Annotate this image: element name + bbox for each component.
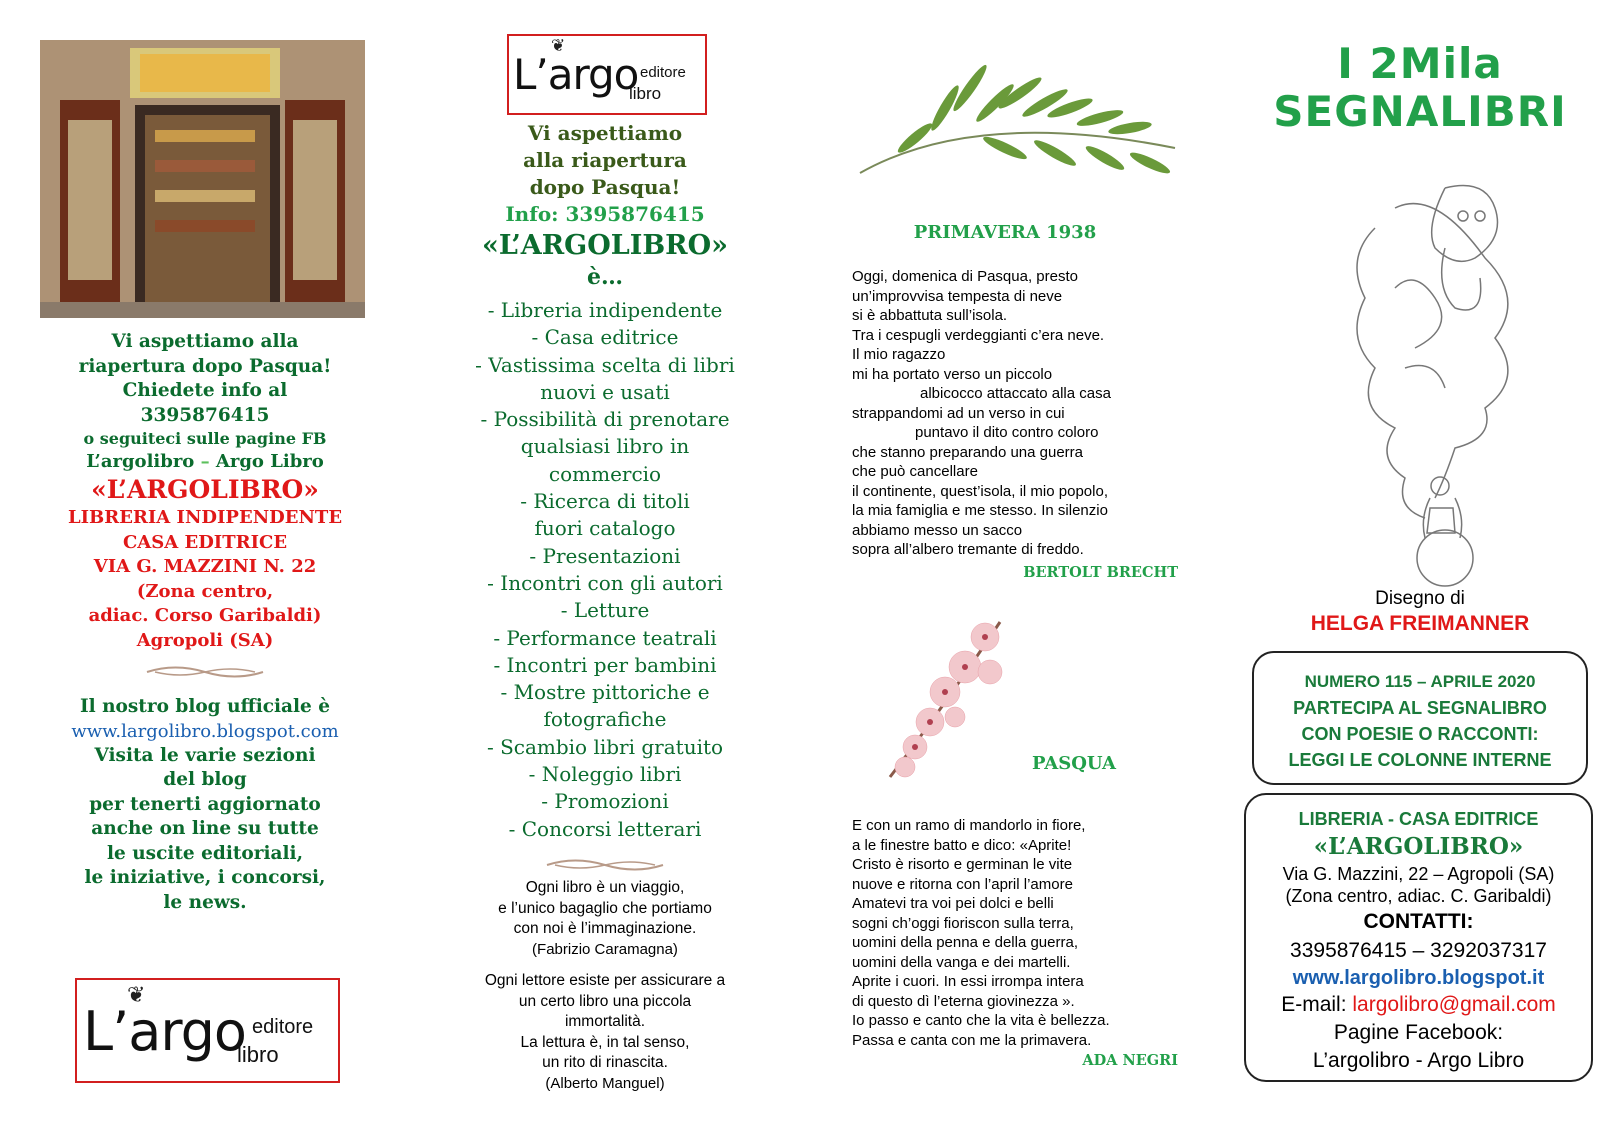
poem-line: abbiamo messo un sacco	[852, 521, 1023, 539]
poem-line: mi ha portato verso un piccolo	[852, 365, 1053, 383]
list-item: - Mostre pittoriche e	[500, 680, 710, 705]
publisher-logo-bottom	[75, 978, 340, 1083]
col1-green-line: riapertura dopo Pasqua!	[78, 355, 332, 377]
bookshop-photo	[40, 40, 365, 318]
fb-label: Pagine Facebook:	[1333, 1021, 1504, 1044]
quote-manguel	[430, 971, 780, 1094]
issue-line: PARTECIPA AL SEGNALIBRO	[1293, 698, 1547, 718]
list-item: - Incontri con gli autori	[487, 570, 723, 595]
logo-flourish-icon: ❦	[551, 36, 566, 55]
blog-url[interactable]: www.largolibro.blogspot.com	[71, 720, 339, 742]
list-item: - Noleggio libri	[528, 762, 682, 787]
poem1-author: BERTOLT BRECHT	[1023, 564, 1178, 581]
email-link[interactable]: largolibro@gmail.com	[1352, 993, 1556, 1016]
list-item: - Casa editrice	[531, 325, 679, 350]
services-list	[430, 297, 780, 843]
poem2-author: ADA NEGRI	[1082, 1052, 1178, 1069]
quote-line: Ogni libro è un viaggio,	[525, 879, 685, 896]
poem-line: sogni ch’oggi fioriscon sulla terra,	[852, 914, 1074, 932]
poem-line: Amatevi tra voi pei dolci e belli	[852, 895, 1054, 912]
contacts-label: CONTATTI:	[1363, 910, 1474, 933]
col2-is: è…	[587, 264, 623, 290]
poem-line: puntavo il dito contro coloro	[915, 424, 1099, 441]
poem-line: Oggi, domenica di Pasqua, presto	[852, 268, 1078, 285]
list-item: - Performance teatrali	[493, 625, 717, 650]
poem-line: strappandomi ad un verso in cui	[852, 404, 1065, 422]
main-title	[1255, 40, 1585, 136]
quote-line: con noi è l’immaginazione.	[513, 920, 697, 937]
poem-line: la mia famiglia e me stesso. In silenzio	[852, 502, 1108, 519]
list-item: - Concorsi letterari	[508, 816, 702, 841]
col1-title: «L’ARGOLIBRO»	[91, 475, 319, 504]
ornament-divider	[545, 858, 665, 877]
logo-flourish-icon: ❦	[127, 982, 146, 1007]
blog-line: del blog	[163, 769, 247, 790]
poem-line: che può cancellare	[852, 463, 978, 480]
quote-author: (Fabrizio Caramagna)	[532, 940, 678, 958]
genie-drawing	[1335, 168, 1535, 593]
poem-line: Passa e canta con me la primavera.	[852, 1031, 1092, 1049]
quote-line: La lettura è, in tal senso,	[520, 1033, 690, 1051]
col2-head-line: dopo Pasqua!	[529, 175, 681, 199]
blog-line: per tenerti aggiornato	[89, 793, 321, 815]
blog-line: le uscite editoriali,	[106, 842, 304, 864]
col1-green-line: o seguiteci sulle pagine FB	[83, 429, 327, 448]
col1-green-line: Chiedete info al	[122, 380, 288, 401]
website-link[interactable]: www.largolibro.blogspot.it	[1292, 967, 1545, 989]
contacts-head: LIBRERIA - CASA EDITRICE	[1298, 809, 1539, 829]
publisher-logo-top	[507, 34, 707, 115]
col2-info: Info: 3395876415	[505, 202, 705, 226]
poem-line: uomini della vanga e dei martelli.	[852, 953, 1071, 971]
col2-head-line: Vi aspettiamo	[527, 121, 683, 145]
list-item: - Presentazioni	[529, 543, 681, 568]
poem-line: di questo dì l’eterna giovinezza ».	[852, 992, 1075, 1010]
blog-intro: Il nostro blog ufficiale è	[79, 696, 331, 717]
list-item: commercio	[548, 461, 662, 486]
blog-line: Visita le varie sezioni	[94, 744, 316, 766]
logo-sub1: editore	[640, 64, 686, 81]
poem-line: E con un ramo di mandorlo in fiore,	[852, 817, 1086, 834]
logo-sub2: libro	[629, 84, 662, 103]
list-item: - Vastissima scelta di libri	[475, 352, 735, 377]
phone-numbers: 3395876415 – 3292037317	[1290, 939, 1547, 962]
list-item: - Promozioni	[541, 789, 669, 814]
list-item: qualsiasi libro in	[520, 434, 690, 459]
email-row	[1246, 991, 1591, 1019]
poem-line: a le finestre batto e dico: «Aprite!	[852, 836, 1072, 854]
col1-green-line: 3395876415	[140, 404, 270, 426]
poem-line: uomini della penna e della guerra,	[852, 934, 1078, 951]
list-item: nuovi e usati	[540, 379, 670, 404]
title-line-2: SEGNALIBRI	[1273, 87, 1567, 136]
artist-name: HELGA FREIMANNER	[1310, 612, 1530, 635]
quote-line: un rito di rinascita.	[542, 1054, 668, 1071]
col1-red-line: LIBRERIA INDIPENDENTE	[67, 507, 343, 528]
ornament-divider	[30, 653, 380, 695]
logo-sub1: editore	[252, 1016, 314, 1038]
fb-pages: L’argolibro - Argo Libro	[1312, 1049, 1525, 1072]
quote-line: Ogni lettore esiste per assicurare a	[484, 972, 726, 989]
list-item: - Ricerca di titoli	[520, 489, 690, 514]
poem-line: un’improvvisa tempesta di neve	[852, 287, 1063, 305]
col2-title: «L’ARGOLIBRO»	[481, 230, 729, 261]
col1-green-line: Vi aspettiamo alla	[111, 331, 299, 352]
col1-red-line: CASA EDITRICE	[122, 531, 288, 553]
email-label: E-mail:	[1281, 993, 1347, 1016]
col2-head-line: alla riapertura	[523, 148, 687, 172]
col1-text	[30, 330, 380, 915]
list-item: - Libreria indipendente	[487, 298, 723, 322]
col1-fb-pages	[30, 450, 380, 474]
poem-line: Il mio ragazzo	[852, 346, 946, 363]
blog-line: anche on line su tutte	[91, 818, 319, 839]
issue-line: LEGGI LE COLONNE INTERNE	[1288, 750, 1552, 770]
logo-word: L’argo	[83, 1000, 246, 1063]
contacts-title: «L’ARGOLIBRO»	[1313, 833, 1524, 860]
poem1-text	[852, 267, 1192, 560]
col1-red-line: VIA G. MAZZINI N. 22	[93, 556, 317, 577]
poem-line: Io passo e canto che la vita è bellezza.	[852, 1012, 1110, 1029]
list-item: - Letture	[560, 598, 650, 623]
poem-line: albicocco attaccato alla casa	[920, 385, 1111, 402]
fb-separator: –	[200, 451, 210, 472]
list-item: fotografiche	[543, 707, 667, 732]
quote-caramagna	[430, 878, 780, 960]
address-line-2: (Zona centro, adiac. C. Garibaldi)	[1285, 886, 1552, 906]
poem-line: il continente, quest’isola, il mio popolo,	[852, 482, 1108, 500]
poem2-title: PASQUA	[1032, 753, 1116, 774]
poem-line: Aprite i cuori. In essi irrompa intera	[852, 973, 1084, 990]
issue-line: NUMERO 115 – APRILE 2020	[1304, 672, 1536, 691]
quote-line: immortalità.	[564, 1013, 646, 1030]
contacts-box	[1244, 793, 1593, 1082]
poem2-text	[852, 816, 1192, 1050]
list-item: fuori catalogo	[534, 516, 676, 541]
almond-blossom-image	[880, 612, 1020, 787]
logo-word: L’argo	[513, 50, 639, 99]
quote-line: un certo libro una piccola	[518, 992, 692, 1010]
col1-red-line: Agropoli (SA)	[136, 629, 274, 651]
quote-line: e l’unico bagaglio che portiamo	[498, 899, 712, 917]
poem1-title: PRIMAVERA 1938	[913, 222, 1097, 243]
list-item: - Scambio libri gratuito	[486, 734, 724, 759]
blog-line: le news.	[163, 891, 247, 913]
drawing-by: Disegno di	[1375, 588, 1465, 609]
poem-line: sopra all’albero tremante di freddo.	[852, 541, 1084, 558]
logo-sub2: libro	[237, 1042, 279, 1067]
poem-line: che stanno preparando una guerra	[852, 443, 1084, 461]
issue-line: CON POESIE O RACCONTI:	[1301, 724, 1539, 744]
olive-branch-image	[855, 48, 1185, 183]
list-item: - Possibilità di prenotare	[480, 407, 730, 432]
col1-red-line: adiac. Corso Garibaldi)	[88, 605, 322, 626]
quote-author: (Alberto Manguel)	[545, 1074, 665, 1092]
poem-line: Cristo è risorto e germinan le vite	[852, 856, 1073, 873]
title-line-1: I 2Mila	[1337, 39, 1503, 88]
list-item: - Incontri per bambini	[493, 652, 717, 677]
blog-line: le iniziative, i concorsi,	[84, 867, 326, 888]
poem-line: nuove e ritorna con l’april l’amore	[852, 875, 1073, 893]
col2-header	[430, 120, 780, 290]
fb-page-b: Argo Libro	[215, 451, 324, 472]
col1-red-line: (Zona centro,	[136, 580, 274, 602]
poem-line: si è abbattuta sull’isola.	[852, 307, 1008, 324]
fb-page-a: L’argolibro	[86, 451, 195, 472]
issue-info-box	[1252, 651, 1588, 785]
poem-line: Tra i cespugli verdeggianti c’era neve.	[852, 326, 1105, 344]
address-line-1: Via G. Mazzini, 22 – Agropoli (SA)	[1282, 864, 1555, 884]
